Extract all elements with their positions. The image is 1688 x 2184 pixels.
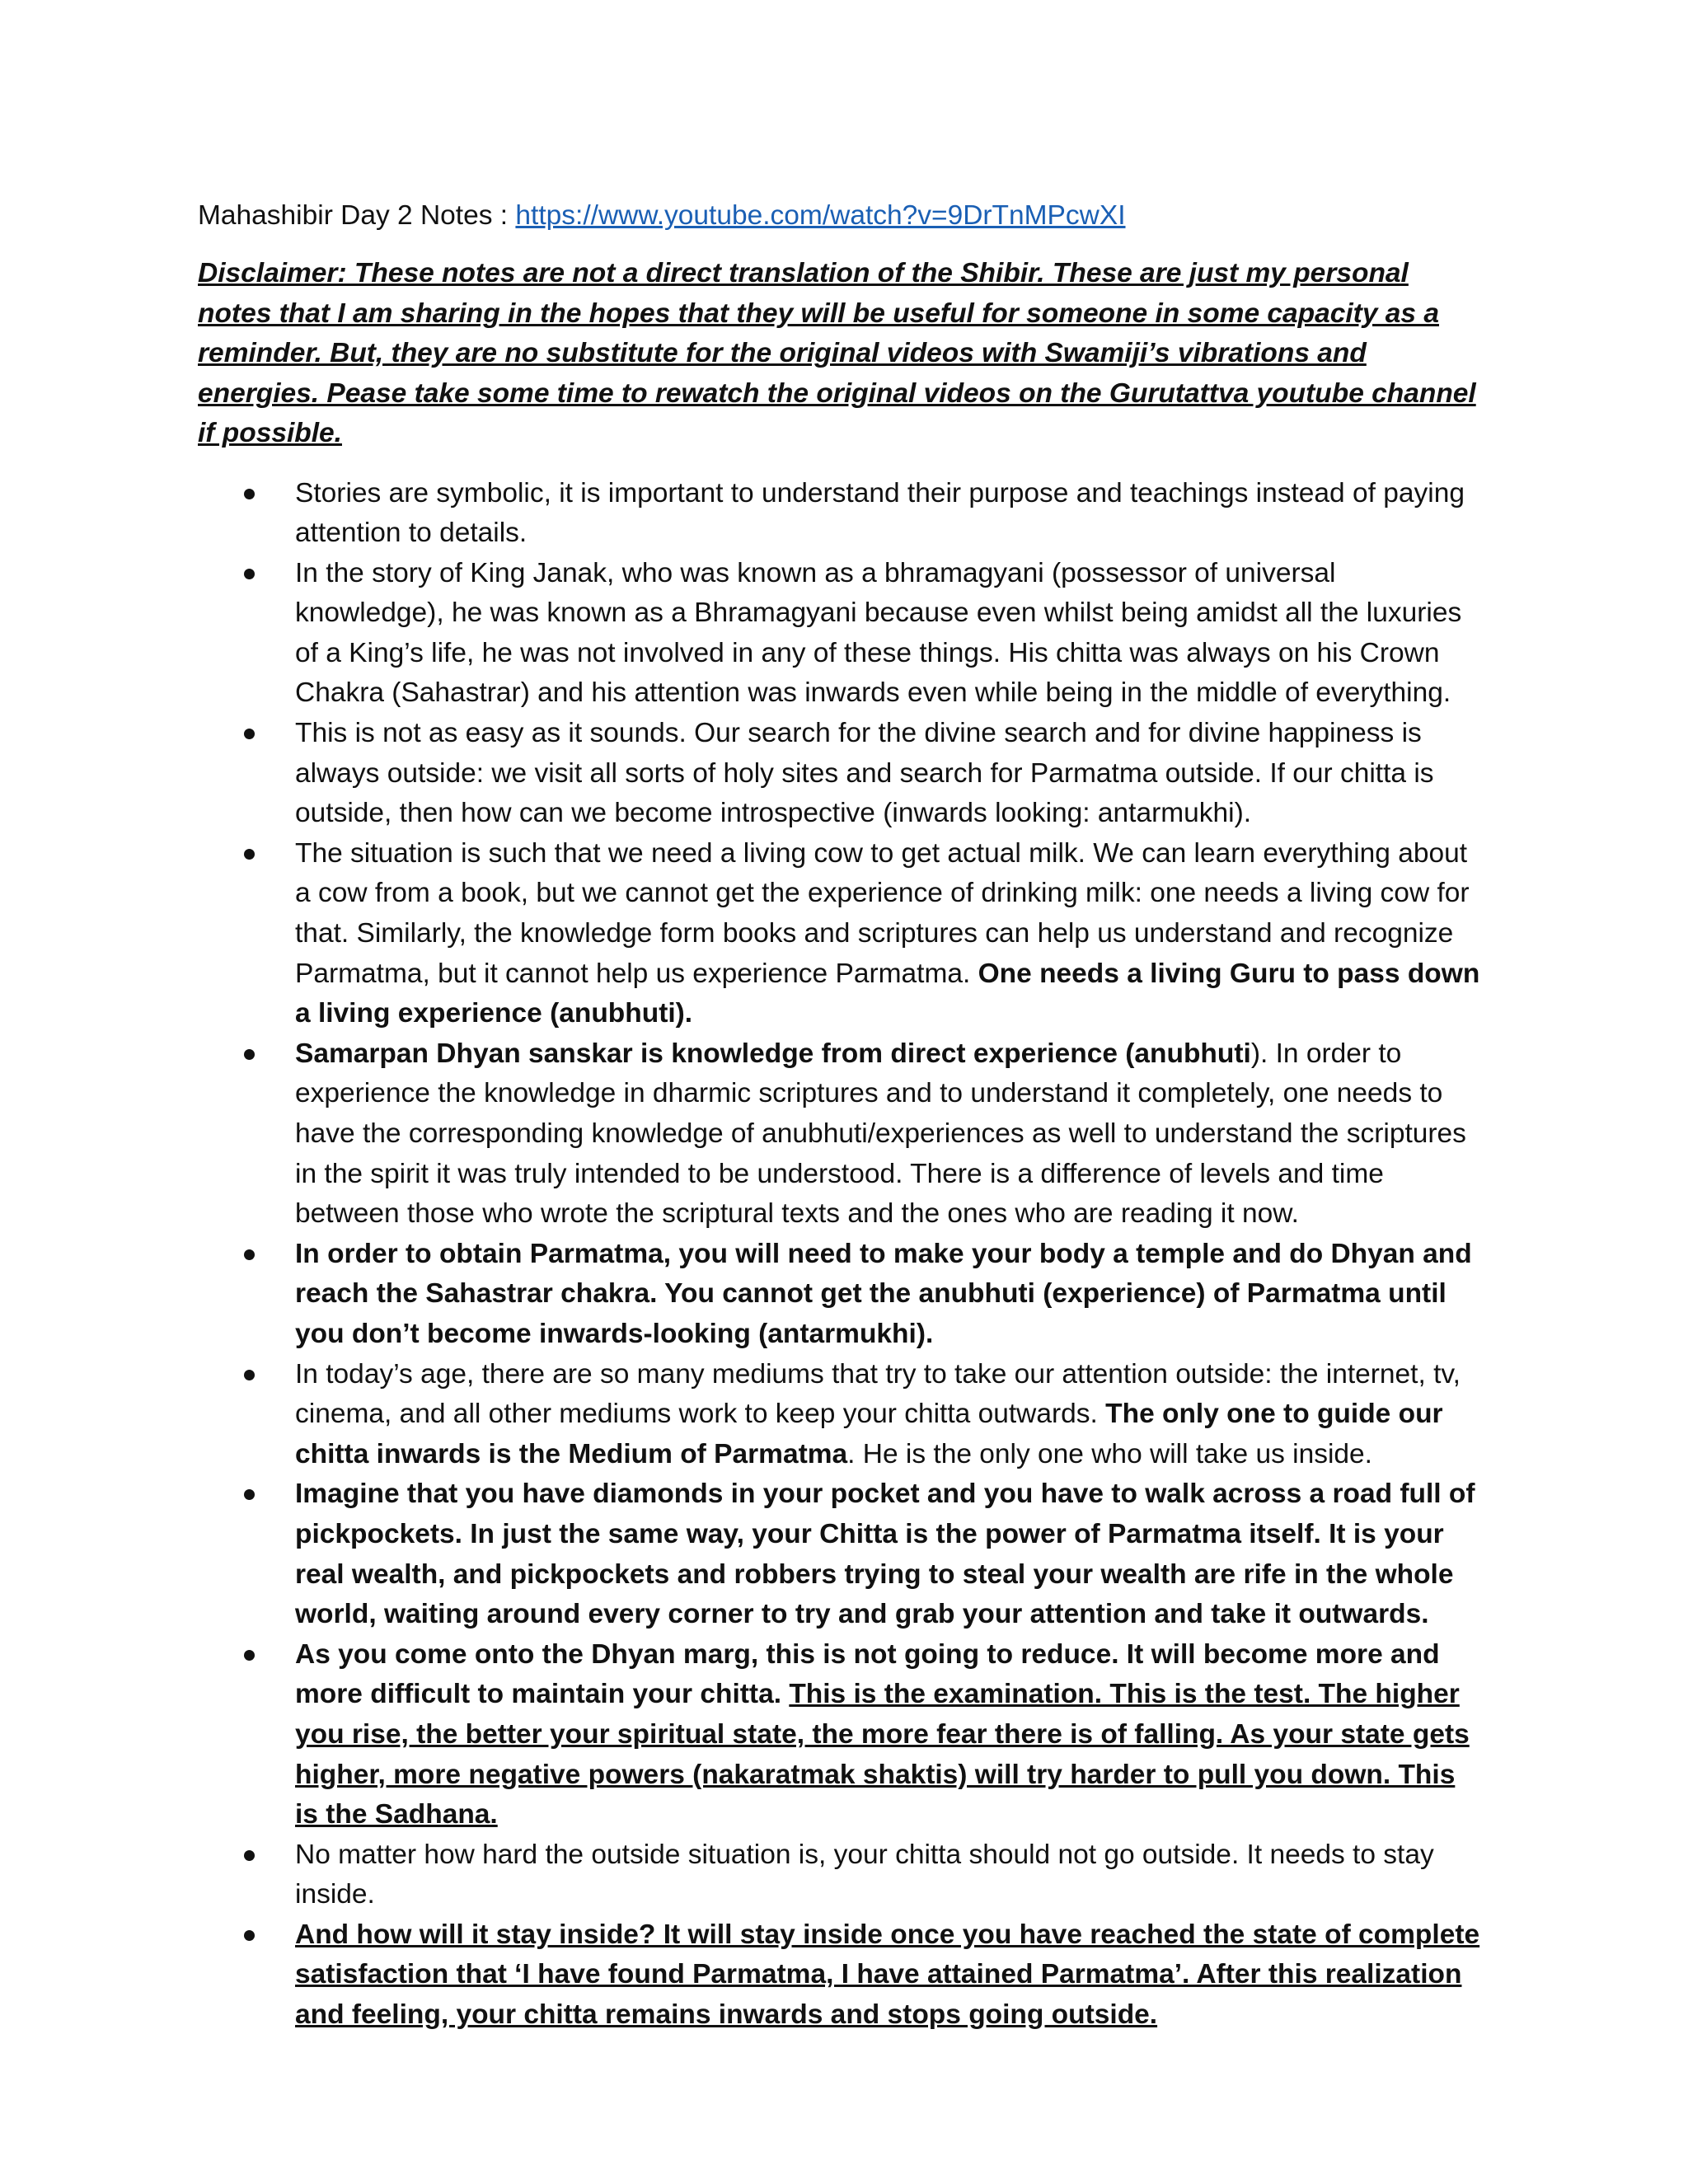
list-item <box>198 554 1484 714</box>
list-item <box>198 1355 1484 1475</box>
bullet-bold-underlined-text: And how will it stay inside? It will stay inside once you have reached the state of complete satisfaction that ‘I have found Parmatma, I have attained Parmatma’. After this realization and feeling, your chitta remains inwards and stops going outside. <box>295 1919 1480 2031</box>
document-content <box>198 196 1484 2036</box>
youtube-link[interactable]: https://www.youtube.com/watch?v=9DrTnMPcwXI <box>515 200 1126 231</box>
bullet-text: . He is the only one who will take us inside. <box>847 1438 1372 1469</box>
bullet-text: In the story of King Janak, who was known as a bhramagyani (possessor of universal knowledge), he was known as a Bhramagyani because even whilst being amidst all the luxuries of a King’s life, he was not involved in any of these things. His chitta was always on his Crown Chakra (Sahastrar) and his attention was inwards even while being in the middle of everything. <box>295 557 1462 709</box>
bullet-icon <box>244 1850 255 1861</box>
bullet-bold-text: Imagine that you have diamonds in your pocket and you have to walk across a road full of pickpockets. In just the same way, your Chitta is the power of Parmatma itself. It is your real wealth, and pickpockets and robbers trying to steal your wealth are rife in the whole world, waiting around every corner to try and grab your attention and take it outwards. <box>295 1479 1475 1630</box>
bullet-icon <box>244 1049 255 1060</box>
list-item <box>198 1635 1484 1835</box>
bullet-icon <box>244 1930 255 1941</box>
disclaimer-text: Disclaimer: These notes are not a direct translation of the Shibir. These are just my personal notes that I am sharing in the hopes that they will be useful for someone in some capacity as a reminder. But, they are no substitute for the original videos with Swamiji’s vibrations and energies. Pease take some time to rewatch the original videos on the Gurutattva youtube channel if possible. <box>198 258 1476 448</box>
bullet-icon <box>244 569 255 579</box>
bullet-bold-text: One needs a living Guru to pass down a living experience (anubhuti). <box>295 958 1480 1029</box>
list-item <box>198 1835 1484 1915</box>
bullet-text: ). In order to experience the knowledge in dharmic scriptures and to understand it completely, one needs to have the corresponding knowledge of anubhuti/experiences as well to understand the scriptures in the spirit it was truly intended to be understood. There is a difference of levels and time between those who wrote the scriptural texts and the ones who are reading it now. <box>295 1038 1466 1230</box>
list-item <box>198 714 1484 834</box>
title-text: Mahashibir Day 2 Notes : <box>198 200 516 231</box>
list-item <box>198 1915 1484 2036</box>
bullet-bold-text: The only one to guide our chitta inwards is the Medium of Parmatma <box>295 1399 1443 1469</box>
bullet-text: Stories are symbolic, it is important to understand their purpose and teachings instead of paying attention to details. <box>295 477 1465 549</box>
bullet-bold-text: Samarpan Dhyan sanskar is knowledge from direct experience (anubhuti <box>295 1038 1251 1069</box>
bullet-icon <box>244 489 255 499</box>
bullet-bold-text: In order to obtain Parmatma, you will need to make your body a temple and do Dhyan and reach the Sahastrar chakra. You cannot get the anubhuti (experience) of Parmatma until you don’t become inwards-looking (antarmukhi). <box>295 1238 1472 1349</box>
bullet-text: In today’s age, there are so many mediums that try to take our attention outside: the internet, tv, cinema, and all other mediums work to keep your chitta outwards. <box>295 1358 1461 1430</box>
notes-title <box>198 196 1484 236</box>
bullet-icon <box>244 1650 255 1661</box>
bullet-text: The situation is such that we need a living cow to get actual milk. We can learn everything about a cow from a book, but we cannot get the experience of drinking milk: one needs a living cow for that. Similarly, the knowledge form books and scriptures can help us understand and recognize Parmatma, but it cannot help us experience Parmatma. <box>295 837 1470 989</box>
bullet-text: This is not as easy as it sounds. Our search for the divine search and for divine happiness is always outside: we visit all sorts of holy sites and search for Parmatma outside. If our chitta is outside, then how can we become introspective (inwards looking: antarmukhi). <box>295 718 1434 829</box>
bullet-bold-underlined-text: This is the examination. This is the test. The higher you rise, the better your spiritual state, the more fear there is of falling. As your state gets higher, more negative powers (nakaratmak shaktis) will try harder to pull you down. This is the Sadhana. <box>295 1679 1470 1830</box>
bullet-text: No matter how hard the outside situation is, your chitta should not go outside. It needs to stay inside. <box>295 1839 1434 1910</box>
list-item <box>198 1034 1484 1235</box>
list-item <box>198 1474 1484 1634</box>
bullet-bold-text: As you come onto the Dhyan marg, this is not going to reduce. It will become more and more difficult to maintain your chitta. <box>295 1638 1440 1710</box>
bullet-icon <box>244 729 255 739</box>
list-item <box>198 834 1484 1034</box>
list-item <box>198 474 1484 554</box>
notes-bullet-list <box>198 474 1484 2036</box>
bullet-icon <box>244 1249 255 1260</box>
bullet-icon <box>244 1370 255 1380</box>
bullet-icon <box>244 849 255 860</box>
bullet-icon <box>244 1489 255 1500</box>
list-item <box>198 1235 1484 1355</box>
